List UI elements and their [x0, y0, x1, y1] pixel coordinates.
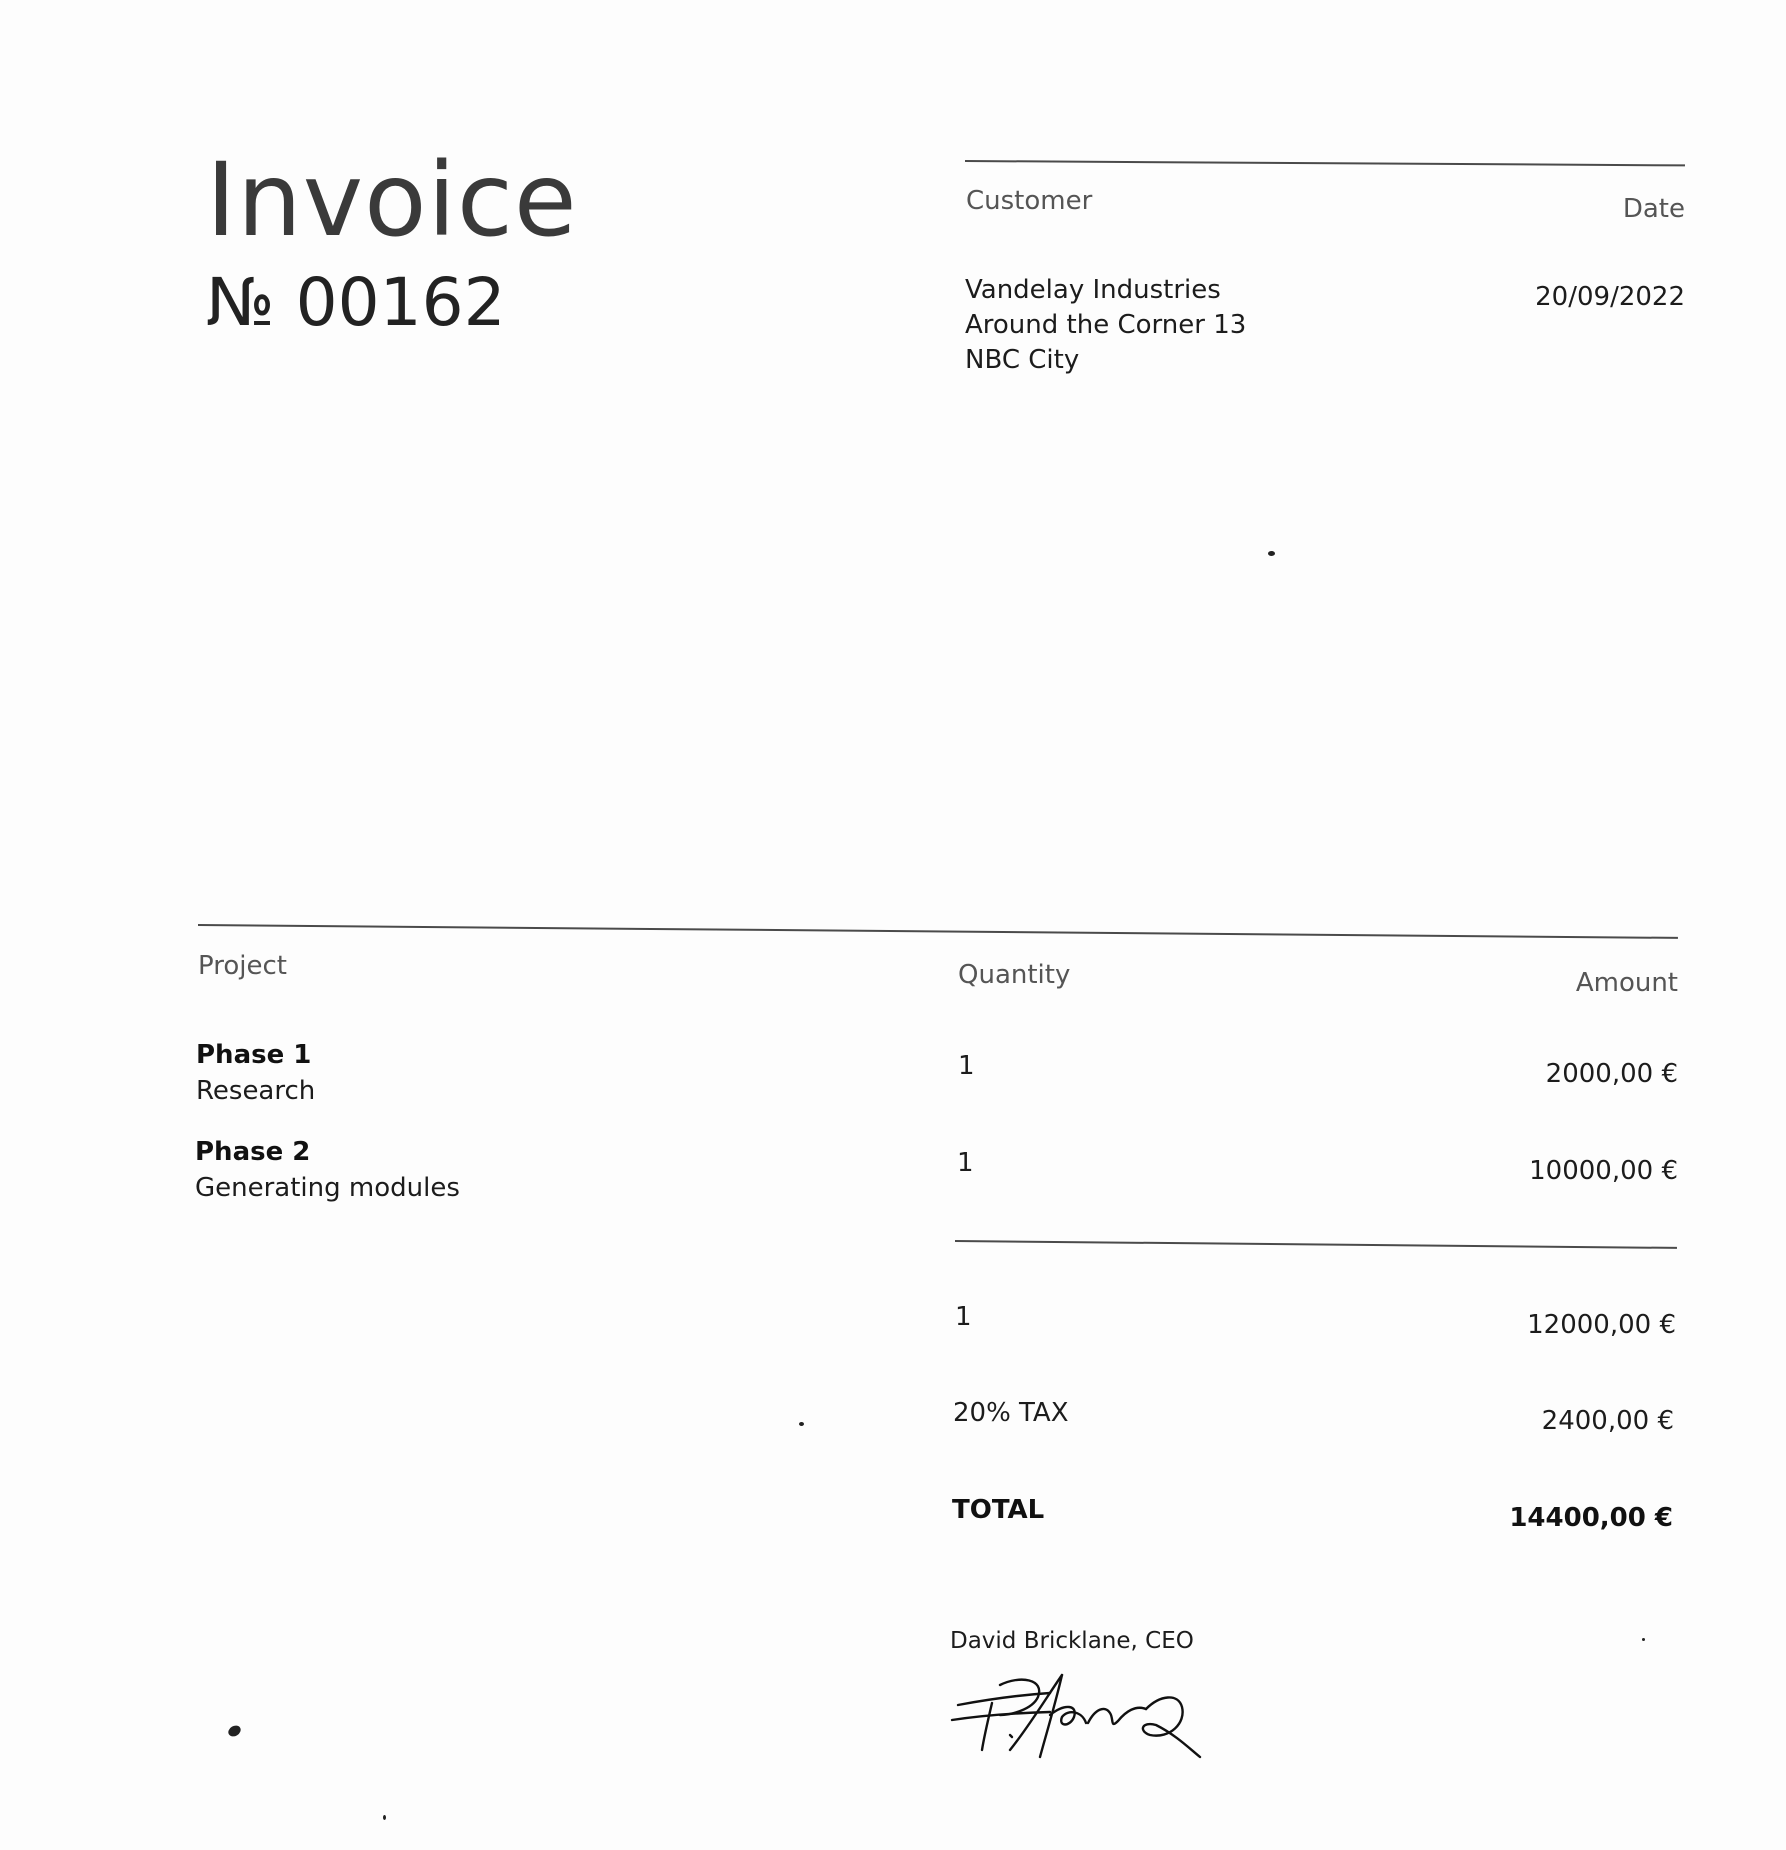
invoice-number: № 00162: [206, 264, 506, 341]
customer-address: [965, 277, 1246, 382]
project-header: Project: [198, 951, 287, 981]
row-2-quantity: 1: [957, 1148, 974, 1178]
quantity-header: Quantity: [958, 960, 1071, 990]
scan-speck: [1268, 551, 1275, 556]
scan-speck: [1642, 1638, 1645, 1641]
signature-icon: [950, 1665, 1210, 1779]
tax-amount: 2400,00 €: [1541, 1406, 1674, 1436]
invoice-title: Invoice: [206, 141, 578, 260]
customer-name: Vandelay Industries: [965, 275, 1221, 305]
row-2-amount: 10000,00 €: [1529, 1156, 1678, 1186]
row-2-title: Phase 2: [195, 1137, 311, 1167]
tax-label: 20% TAX: [953, 1398, 1069, 1428]
amount-header: Amount: [1575, 968, 1678, 998]
subtotal-amount: 12000,00 €: [1527, 1310, 1676, 1340]
row-1-amount: 2000,00 €: [1545, 1059, 1678, 1089]
scan-speck: [226, 1723, 242, 1738]
invoice-date: 20/09/2022: [1535, 282, 1685, 312]
customer-street: Around the Corner 13: [965, 310, 1247, 340]
customer-label: Customer: [966, 186, 1093, 216]
customer-city: NBC City: [965, 345, 1080, 375]
signatory-name: David Bricklane, CEO: [950, 1628, 1194, 1654]
row-1-description: Research: [196, 1076, 316, 1106]
scan-speck: [799, 1422, 804, 1426]
row-1-title: Phase 1: [196, 1040, 312, 1070]
row-1-quantity: 1: [958, 1051, 975, 1081]
header-divider: [965, 160, 1685, 166]
scan-speck: [383, 1815, 386, 1820]
row-2-description: Generating modules: [195, 1173, 460, 1203]
table-divider: [198, 924, 1678, 939]
total-amount: 14400,00 €: [1509, 1503, 1673, 1533]
total-label: TOTAL: [952, 1495, 1045, 1525]
date-label: Date: [1622, 194, 1685, 224]
subtotal-quantity: 1: [955, 1302, 972, 1332]
summary-divider: [955, 1240, 1677, 1249]
